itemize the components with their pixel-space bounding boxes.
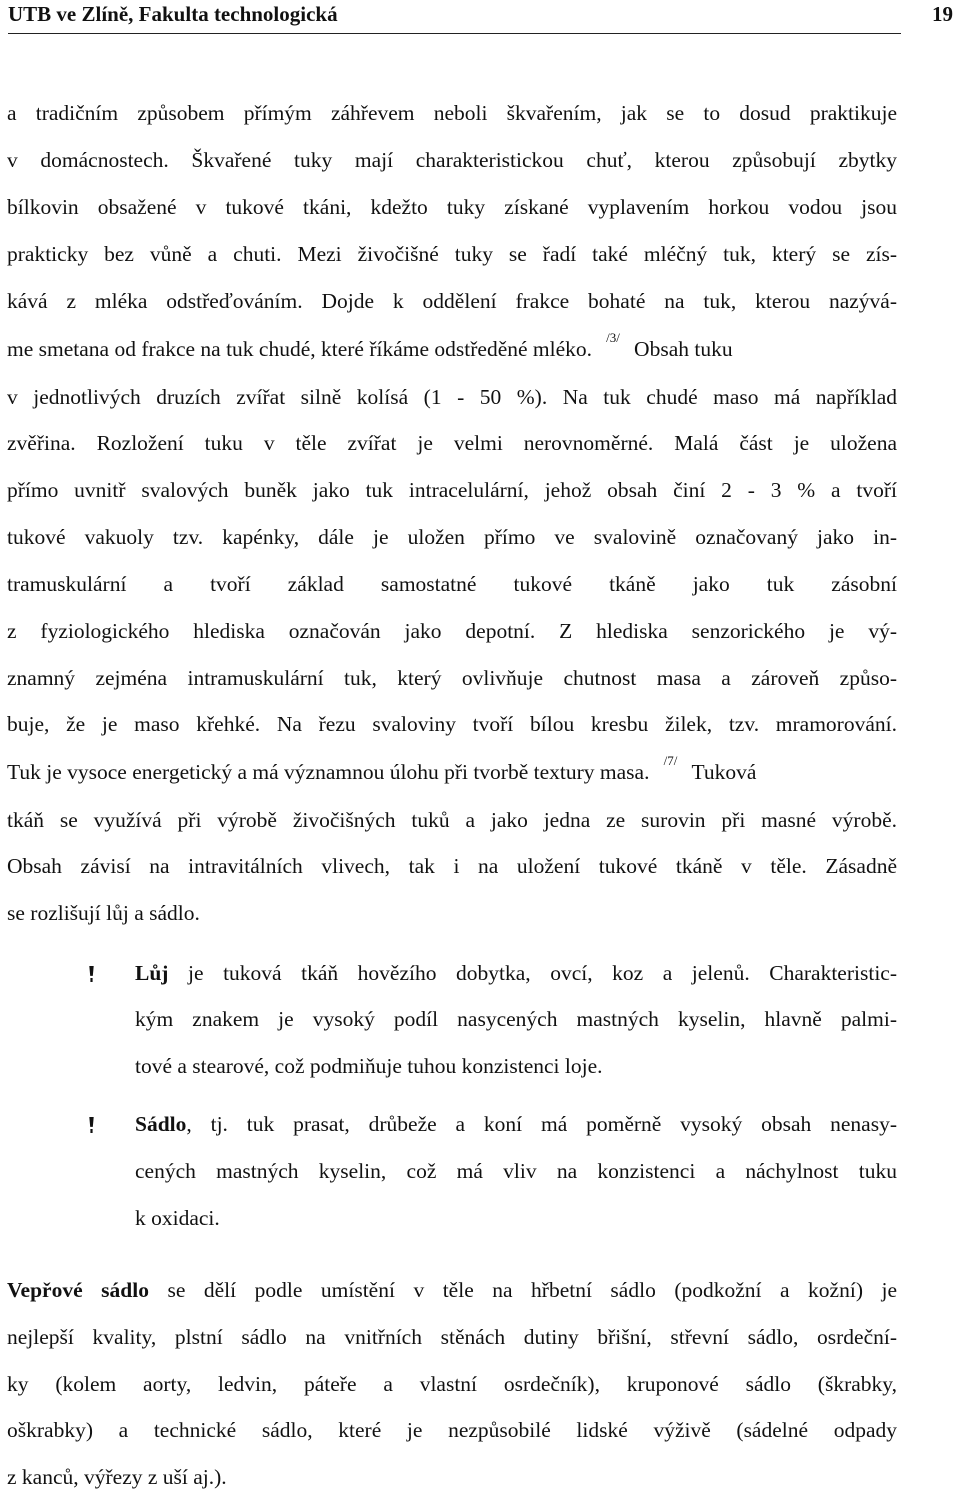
paragraph-line: zvěřina. Rozložení tuku v těle zvířat je velmi nerovnoměrné. Malá část je uložena xyxy=(7,431,897,455)
paragraph-line: a tradičním způsobem přímým záhřevem neboli škvařením, jak se to dosud praktikuje xyxy=(7,101,897,125)
paragraph-line: z kanců, výřezy z uší aj.). xyxy=(7,1465,227,1489)
bullet-term: Sádlo xyxy=(135,1112,187,1136)
bullet-line: tové a stearové, což podmiňuje tuhou konzistenci loje. xyxy=(135,1054,603,1078)
bullet-line: cených mastných kyselin, což má vliv na konzistenci a náchylnost tuku xyxy=(135,1159,897,1183)
paragraph-line: z fyziologického hlediska označován jako depotní. Z hlediska senzorického je vý- xyxy=(7,619,897,643)
bullet-icon xyxy=(86,1117,97,1133)
paragraph-line: tukové vakuoly tzv. kapénky, dále je uložen přímo ve svalovině označovaný jako in- xyxy=(7,525,897,549)
citation-ref: /3/ xyxy=(606,330,620,345)
bullet-icon xyxy=(86,966,97,982)
citation-ref: /7/ xyxy=(663,753,678,768)
paragraph-line-with-ref xyxy=(7,330,733,366)
paragraph-line: bílkovin obsažené v tukové tkáni, kdežto tuky získané vyplavením horkou vodou jsou xyxy=(7,195,897,219)
header-title: UTB ve Zlíně, Fakulta technologická xyxy=(8,2,338,26)
paragraph-line: Tuková xyxy=(691,760,757,784)
bullet-line: k oxidaci. xyxy=(135,1206,220,1230)
page-header xyxy=(8,0,953,34)
paragraph-line: Tuk je vysoce energetický a má významnou úlohu při tvorbě textury masa. xyxy=(7,760,650,784)
bullet-term: Lůj xyxy=(135,961,169,985)
paragraph-line: buje, že je maso křehké. Na řezu svaloviny tvoří bílou kresbu žilek, tzv. mramorování. xyxy=(7,712,897,736)
paragraph-text: se dělí podle umístění v těle na hřbetní sádlo (podkožní a kožní) je xyxy=(148,1278,897,1302)
bullet-line: kým znakem je vysoký podíl nasycených mastných kyselin, hlavně palmi- xyxy=(135,1007,897,1031)
paragraph-line-with-ref xyxy=(7,753,757,789)
bullet-text: , tj. tuk prasat, drůbeže a koní má poměrně vysoký obsah nenasy- xyxy=(186,1112,897,1136)
bullet-text: je tuková tkáň hovězího dobytka, ovcí, koz a jelenů. Charakteristic- xyxy=(168,961,897,985)
page-number: 19 xyxy=(932,2,953,26)
paragraph-line: v jednotlivých druzích zvířat silně kolísá (1 - 50 %). Na tuk chudé maso má například xyxy=(7,385,897,409)
paragraph-line: me smetana od frakce na tuk chudé, které říkáme odstředěné mléko. xyxy=(7,337,593,361)
paragraph-line: Obsah závisí na intravitálních vlivech, tak i na uložení tukové tkáně v těle. Zásadně xyxy=(7,854,897,878)
paragraph-line: kává z mléka odstřeďováním. Dojde k oddělení frakce bohaté na tuk, kterou nazývá- xyxy=(7,289,897,313)
paragraph-term: Vepřové sádlo xyxy=(7,1278,149,1302)
paragraph-line: nejlepší kvality, plstní sádlo na vnitřních stěnách dutiny břišní, střevní sádlo, osrdeční- xyxy=(7,1325,897,1349)
paragraph-line: ky (kolem aorty, ledvin, páteře a vlastní osrdečník), kruponové sádlo (škrabky, xyxy=(7,1372,897,1396)
paragraph-line: oškrabky) a technické sádlo, které je nezpůsobilé lidské výživě (sádelné odpady xyxy=(7,1418,897,1442)
paragraph-line: přímo uvnitř svalových buněk jako tuk intracelulární, jehož obsah činí 2 - 3 % a tvoří xyxy=(7,478,897,502)
bullet-line xyxy=(135,1110,897,1138)
paragraph-line xyxy=(7,1276,897,1304)
paragraph-line: tramuskulární a tvoří základ samostatné tukové tkáně jako tuk zásobní xyxy=(7,572,897,596)
bullet-line xyxy=(135,959,897,987)
paragraph-line: se rozlišují lůj a sádlo. xyxy=(7,901,200,925)
paragraph-line: prakticky bez vůně a chuti. Mezi živočišné tuky se řadí také mléčný tuk, který se zís- xyxy=(7,242,897,266)
paragraph-line: tkáň se využívá při výrobě živočišných tuků a jako jedna ze surovin při masné výrobě. xyxy=(7,808,897,832)
paragraph-line: v domácnostech. Škvařené tuky mají charakteristickou chuť, kterou způsobují zbytky xyxy=(7,148,897,172)
paragraph-line: Obsah tuku xyxy=(634,337,733,361)
paragraph-line: znamný zejména intramuskulární tuk, který ovlivňuje chutnost masa a zároveň způso- xyxy=(7,666,897,690)
